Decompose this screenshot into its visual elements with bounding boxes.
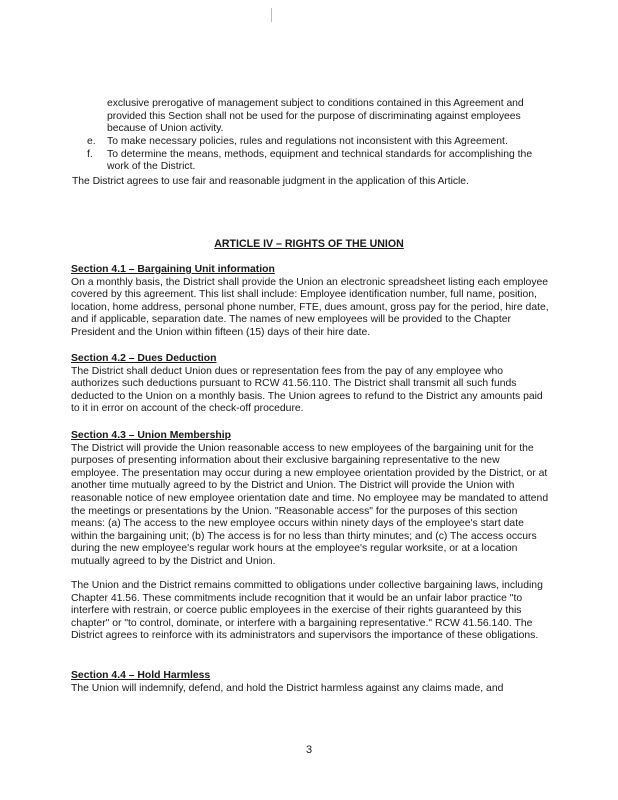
list-item — [87, 136, 547, 149]
section-4-1 — [71, 264, 549, 340]
section-4-3-continued — [71, 580, 549, 643]
section-body: The District shall deduct Union dues or representation fees from the pay of any employee who authorizes such deductions pursuant to RCW 41.56.110. The District shall transmit all such funds deducted to the Union on a monthly basis. The Union agrees to refund to the District any amounts paid to it in error on account of the check-off procedure. — [71, 365, 543, 415]
continuation-paragraph: exclusive prerogative of management subject to conditions contained in this Agreement and provided this Section shall not be used for the purpose of discriminating against employees because of Union activity. — [107, 98, 524, 135]
list-item-text: To make necessary policies, rules and regulations not inconsistent with this Agreement. — [107, 136, 508, 147]
management-rights-list — [87, 136, 547, 174]
section-4-3 — [71, 430, 549, 569]
section-heading: Section 4.4 – Hold Harmless — [71, 670, 211, 681]
section-heading: Section 4.3 – Union Membership — [71, 430, 231, 441]
list-item-marker: f. — [87, 148, 93, 160]
article-title: ARTICLE IV – RIGHTS OF THE UNION — [214, 238, 404, 250]
section-4-4 — [71, 670, 549, 695]
scan-mark — [271, 8, 272, 22]
section-body: The District will provide the Union reasonable access to new employees of the bargaining unit for the purposes of presenting information about their exclusive bargaining representative to the new employee. The presentation may occur during a new employee orientation provided by the District, or at another time mutually agreed to by the District and Union. The District will provide the Union with reasonable notice of new employee orientation date and time. No employee may be mandated to attend the meetings or presentations by the Union. "Reasonable access" for the purposes of this section means: (a) The access to the new employee occurs within ninety days of the employee's start date within the bargaining unit; (b) The access is for no less than thirty minutes; and (c) The access occurs during the new employee's regular work hours at the employee's regular worksite, or at a location mutually agreed to by the District and Union. — [71, 442, 549, 567]
page-number: 3 — [305, 744, 313, 756]
list-item-marker: e. — [87, 136, 96, 147]
closing-paragraph: The District agrees to use fair and reasonable judgment in the application of this Article. — [72, 176, 469, 187]
list-item-text: To determine the means, methods, equipment and technical standards for accomplishing the work of the District. — [107, 148, 533, 173]
section-heading: Section 4.1 – Bargaining Unit information — [71, 264, 275, 275]
section-body: The Union and the District remains committed to obligations under collective bargaining laws, including Chapter 41.56. These commitments include recognition that it would be an unfair labor practice "to interfere with restrain, or coerce public employees in the exercise of their rights guaranteed by this chapter" or "to control, dominate, or interfere with a bargaining representative." RCW 41.56.140. The District agrees to reinforce with its administrators and supervisors the importance of these obligations. — [71, 580, 543, 642]
section-body: On a monthly basis, the District shall provide the Union an electronic spreadsheet listing each employee covered by this agreement. This list shall include: Employee identification number, full name, position, location, home address, personal phone number, FTE, dues amount, gross pay for the period, hire date, and if applicable, separation date. The names of new employees will be provided to the Chapter President and the Union within fifteen (15) days of their hire date. — [71, 276, 549, 338]
section-heading: Section 4.2 – Dues Deduction — [71, 353, 217, 364]
section-4-2 — [71, 353, 549, 416]
section-body: The Union will indemnify, defend, and hold the District harmless against any claims made, and — [71, 682, 504, 694]
list-item — [87, 149, 547, 174]
